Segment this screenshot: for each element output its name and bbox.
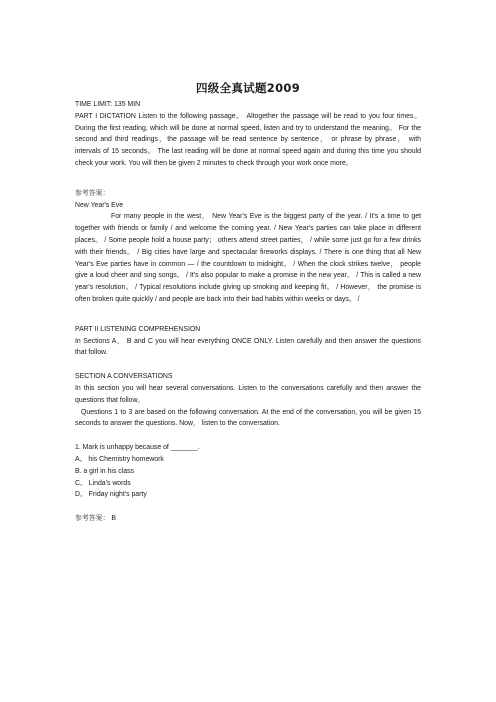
spacer xyxy=(75,170,421,188)
section-a-instructions: In this section you will hear several conversations. Listen to the conversations carefully and then answer the questions that follow。 xyxy=(75,384,421,404)
option-c: C。 Linda's words xyxy=(75,479,131,487)
answer-label: 参考答案： xyxy=(75,514,110,523)
time-limit: TIME LIMIT: 135 MIN xyxy=(75,101,141,108)
section-a-lead-in: Questions 1 to 3 are based on the following conversation. At the end of the conversation, you will be given 15 seconds to answer the questions. Now， listen to the conversation. xyxy=(75,408,421,428)
part2-instructions: In Sections A， B and C you will hear everything ONCE ONLY. Listen carefully and then answer the questions that follow. xyxy=(75,337,421,357)
spacer xyxy=(75,306,421,324)
section-a-heading: SECTION A CONVERSATIONS xyxy=(75,373,173,381)
passage-title: New Year's Eve xyxy=(75,201,124,209)
option-d: D。 Friday night's party xyxy=(75,491,147,499)
part1-dictation-instructions: PART I DICTATION Listen to the following passage。 Altogether the passage will be read to you four times。 During the first reading, which will be done at normal speed, listen and try to understand the meaning。 For the second and third readings，the passage will be read sentence by sentence， or phrase by phrase， with intervals of 15 seconds。 The last reading will be done at normal speed again and during this time you should check your work. You will then be given 2 minutes to check through your work once more。 xyxy=(75,112,421,167)
question-stem: 1. Mark is unhappy because of _______. xyxy=(75,444,200,452)
dictation-passage: For many people in the west， New Year's Eve is the biggest party of the year. / It's a time to get together with friends or family / and welcome the coming year. / New Year's parties can take place in different places。 / Some people hold a house party； others attend street parties， / while some just go for a few drinks with their friends。 / Big cities have large and spectacular fireworks displays. / There is one thing that all New Year's Eve parties have in common — / the countdown to midnight。 / When the clock strikes twelve， people give a loud cheer and sing songs。 / It's also popular to make a promise in the new year。 / This is called a new year's resolution。 / Typical resolutions include giving up smoking and keeping fit。 / However， the promise is often broken quite quickly / and people are back into their bad habits within weeks or days。 / xyxy=(75,213,421,303)
document-body xyxy=(75,99,421,525)
spacer xyxy=(75,501,421,513)
option-b: B. a girl in his class xyxy=(75,467,134,475)
answer-label: 参考答案： xyxy=(75,188,110,197)
option-a: A。 his Chemistry homework xyxy=(75,455,164,463)
document-title: 四级全真试题2009 xyxy=(195,81,300,95)
spacer xyxy=(75,359,421,371)
answer-value: B xyxy=(111,515,116,523)
spacer xyxy=(75,430,421,442)
question1-answer xyxy=(75,513,421,525)
part2-heading: PART II LISTENING COMPREHENSION xyxy=(75,325,201,333)
